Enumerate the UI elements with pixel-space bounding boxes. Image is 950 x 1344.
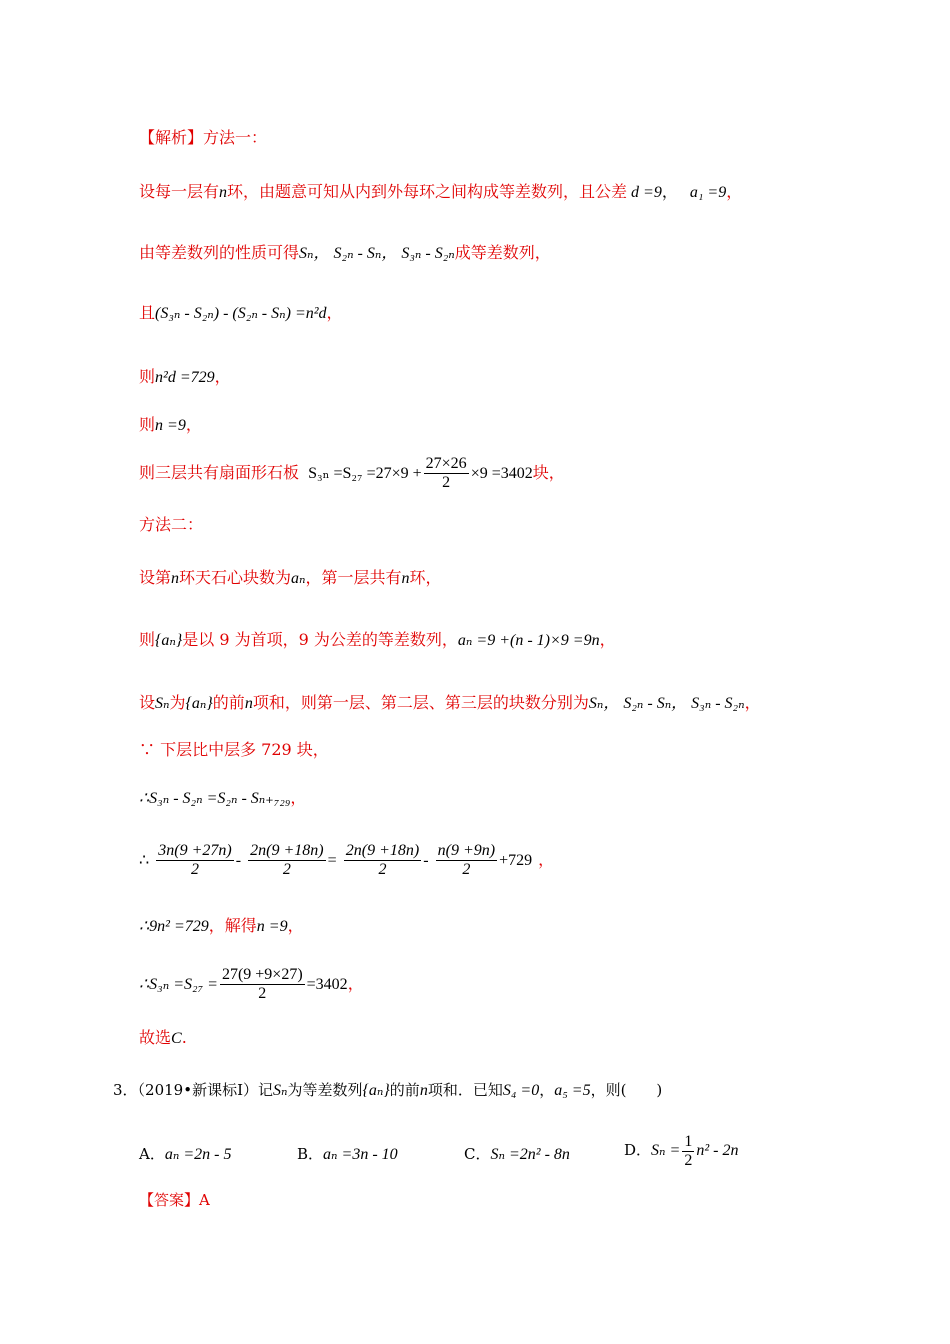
method1-title: 方法一： <box>203 128 268 147</box>
solution-line-15: 故选C. <box>139 1028 187 1047</box>
solution-line-11: ∴S₃ₙ - S₂ₙ =S₂ₙ - Sₙ₊₇₂₉， <box>139 788 307 807</box>
solution-line-10: ∵ 下层比中层多 729 块， <box>139 740 329 759</box>
answer-line <box>139 1190 210 1210</box>
solution-label: 【解析】 <box>139 128 204 147</box>
fraction: $\frac{2n(9 +18n)}{2}$ <box>250 842 324 878</box>
question-3: 3．（2019•新课标Ⅰ）记Sₙ为等差数列{aₙ}的前n项和．已知S₄ =0，a₅ =5，则( ) <box>113 1081 663 1099</box>
solution-line-8: 则{aₙ}是以 9 为首项，9 为公差的等差数列，aₙ =9 +(n - 1)×9 =9n， <box>139 630 616 649</box>
option-c[interactable]: C．Sₙ =2n² - 8n <box>464 1145 570 1163</box>
solution-line-9: 设Sₙ为{aₙ}的前n项和，则第一层、第二层、第三层的块数分别为Sₙ， S₂ₙ - Sₙ， S₃ₙ - S₂ₙ， <box>139 693 761 712</box>
fraction: $\frac{27(9 +9\times 27)}{2}$ <box>221 966 303 1002</box>
fraction: $\frac{27\times 26}{2}$ <box>425 455 467 491</box>
fraction: $\frac{2n(9 +18n)}{2}$ <box>345 842 420 878</box>
fraction: $\frac{3n(9 +27n)}{2}$ <box>158 842 232 878</box>
question-source: （2019•新课标Ⅰ） <box>137 1081 258 1099</box>
method2-title: 方法二： <box>139 515 204 534</box>
solution-line-6: 则三层共有扇面形石板 S₃ₙ =S₂₇ =27×9 + $\frac{27\times 26}{2}$ ×9 =3402块， <box>139 455 565 491</box>
option-d[interactable]: D．Sₙ = $\frac{1}{2}$ n² - 2n <box>624 1132 739 1169</box>
answer-value: A <box>199 1191 210 1209</box>
solution-line-12: ∴ $\frac{3n(9 +27n)}{2}$ - $\frac{2n(9 +18n)}{2}$ = $\frac{2n(9 +18n)}{2}$ - $\frac{n(9 +9n)}{2}$ +729 ， <box>139 842 555 878</box>
solution-line-7: 设第n环天石心块数为aₙ，第一层共有n环， <box>139 568 442 587</box>
solution-heading <box>139 128 267 148</box>
solution-line-2: 由等差数列的性质可得Sₙ， S₂ₙ - Sₙ， S₃ₙ - S₂ₙ成等差数列， <box>139 243 551 262</box>
solution-line-1: 设每一层有n环，由题意可知从内到外每环之间构成等差数列，且公差 d =9， a₁ =9， <box>139 182 743 201</box>
fraction: $\frac{n(9 +9n)}{2}$ <box>437 842 496 878</box>
answer-label: 【答案】 <box>139 1191 200 1209</box>
solution-line-3: 且(S₃ₙ - S₂ₙ) - (S₂ₙ - Sₙ) =n²d， <box>139 303 343 322</box>
option-a[interactable]: A．aₙ =2n - 5 <box>139 1145 232 1163</box>
fraction: $\frac{1}{2}$ <box>684 1132 693 1169</box>
question-number: 3． <box>113 1081 138 1099</box>
solution-line-4: 则n²d =729， <box>139 367 231 386</box>
solution-line-14: ∴S₃ₙ =S₂₇ = $\frac{27(9 +9\times 27)}{2}$ =3402， <box>139 966 364 1002</box>
solution-line-13: ∴9n² =729，解得n =9， <box>139 916 304 935</box>
solution-line-5: 则n =9， <box>139 415 202 434</box>
option-b[interactable]: B．aₙ =3n - 10 <box>297 1145 398 1163</box>
